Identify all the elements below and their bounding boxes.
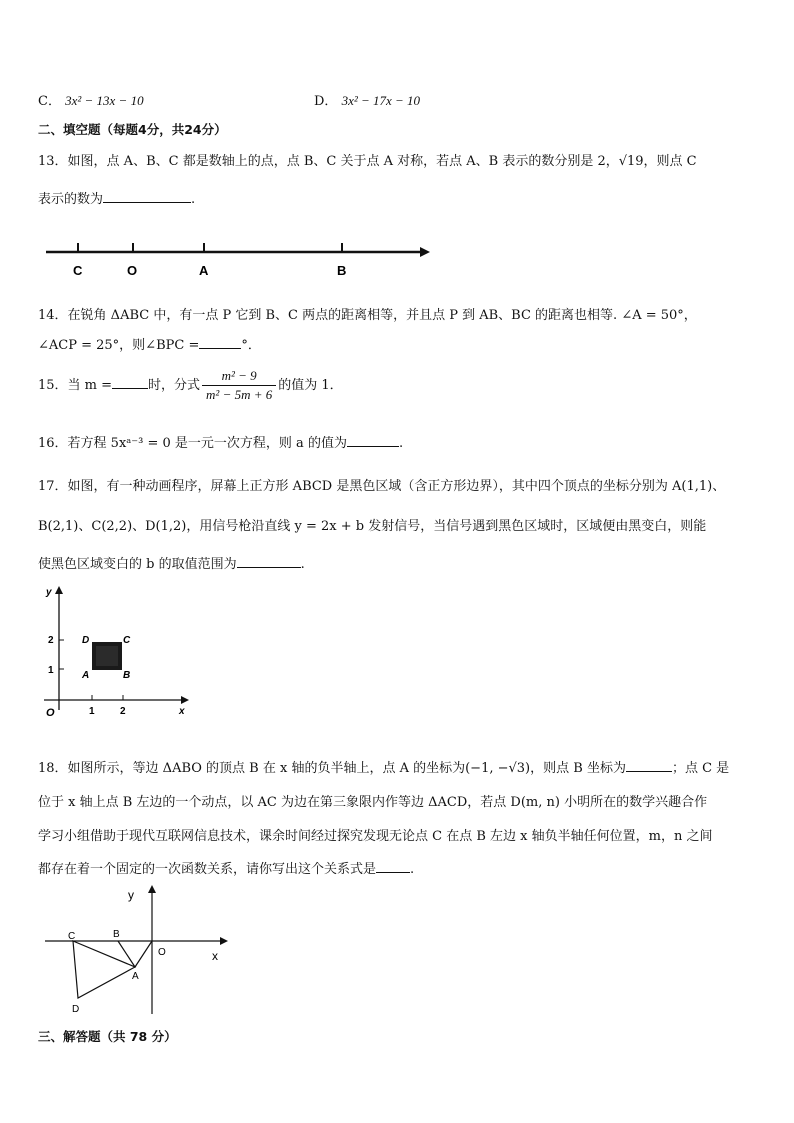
q18-line-4: 都存在着一个固定的一次函数关系，请你写出这个关系式是 . [38,862,415,877]
vertex-c-label: C [123,635,131,646]
q13-line-2: 表示的数为 . [38,192,196,207]
q17-answer-blank [237,555,301,568]
x-axis-arrow [181,696,189,704]
origin-label: O [158,947,166,958]
q16-answer-blank [347,434,399,447]
q13-line-1: 13．如图，点 A、B、C 都是数轴上的点，点 B、C 关于点 A 对称，若点 A、B 表示的数分别是 2，√19，则点 C [38,154,697,169]
section-3-title: 三、解答题（共 78 分） [38,1029,177,1044]
q17-line-3: 使黑色区域变白的 b 的取值范围为 . [38,557,305,572]
option-d [314,90,420,109]
q18-text-1a: 18．如图所示，等边 ΔABO 的顶点 B 在 x 轴的负半轴上，点 A 的坐标为(−1, −√3)，则点 B 坐标为 [38,761,626,776]
y-axis-arrow [55,586,63,594]
q15-fraction [202,368,276,403]
x-axis-label: x [212,949,218,963]
q17-line-2: B(2,1)、C(2,2)、D(1,2)，用信号枪沿直线 y = 2x + b 发射信号，当信号遇到黑色区域时，区域便由黑变白，则能 [38,519,707,534]
q14-line-1: 14．在锐角 ΔABC 中，有一点 P 它到 B、C 两点的距离相等，并且点 P 到 AB、BC 的距离也相等. ∠A = 50°， [38,308,697,323]
point-c-label: C [68,931,76,942]
q14-prompt: ∠ACP = 25°，则∠BPC = [38,338,200,353]
q18-line-2: 位于 x 轴上点 B 左边的一个动点，以 AC 为边在第三象限内作等边 ΔACD，若点 D(m, n) 小明所在的数学兴趣合作 [38,795,708,810]
q15-numerator: m² − 9 [202,368,276,386]
q13-prompt: 表示的数为 [38,192,104,207]
q18-line-3: 学习小组借助于现代互联网信息技术，课余时间经过探究发现无论点 C 在点 B 左边 x 轴负半轴任何位置，m，n 之间 [38,829,713,844]
q14-line-2 [38,334,261,353]
label-o: O [127,263,138,278]
x-axis-label: x [179,706,185,717]
option-d-label: D． [314,94,338,109]
q16-text: 16．若方程 5xᵃ⁻³ = 0 是一元一次方程，则 a 的值为 [38,436,347,451]
x-axis-arrow [220,937,228,945]
x-tick-2: 2 [120,706,126,717]
q15-suffix: 的值为 1． [278,378,343,393]
x-tick-1: 1 [89,706,95,717]
y-tick-1: 1 [48,665,54,676]
q17-line-1: 17．如图，有一种动画程序，屏幕上正方形 ABCD 是黑色区域（含正方形边界），其中四个顶点的坐标分别为 A(1,1)、 [38,479,726,494]
q15-denominator: m² − 5m + 6 [206,387,273,402]
y-tick-2: 2 [48,635,54,646]
q18-answer-blank-1 [626,759,672,772]
q15-middle: 时，分式 [148,378,201,393]
y-axis-label: y [128,888,134,902]
q18-triangle-figure [40,882,240,1022]
q14-answer-blank [199,336,241,349]
option-d-expression: 3x² − 17x − 10 [341,93,421,108]
q15 [38,368,343,403]
label-b: B [337,263,347,278]
q18-prompt: 都存在着一个固定的一次函数关系，请你写出这个关系式是 [38,862,377,877]
q18-line-1 [38,757,729,776]
black-square-inner [96,646,118,666]
q15-prefix: 15．当 m = [38,378,113,393]
q14-suffix: °． [241,338,261,353]
option-c-expression: 3x² − 13x − 10 [65,93,144,108]
point-b-label: B [113,929,120,940]
q15-answer-blank [112,376,148,389]
origin-label: O [46,707,55,719]
vertex-d-label: D [82,635,90,646]
vertex-b-label: B [123,670,131,681]
point-d-label: D [72,1004,80,1015]
triangle-abo [118,941,152,967]
label-a: A [199,263,209,278]
q17-prompt: 使黑色区域变白的 b 的取值范围为 [38,557,237,572]
option-c [38,90,144,109]
label-c: C [73,263,83,278]
q13-answer-blank [103,190,191,203]
triangle-acd [73,941,135,998]
vertex-a-label: A [82,670,90,681]
y-axis-label: y [46,587,52,598]
q17-coordinate-figure [34,582,194,722]
section-2-title: 二、填空题（每题4分，共24分） [38,122,227,137]
q13-number-line-figure [38,235,438,280]
q18-text-1b: ；点 C 是 [671,761,730,776]
number-line-arrow [420,247,430,257]
y-axis-arrow [148,885,156,893]
q16: 16．若方程 5xᵃ⁻³ = 0 是一元一次方程，则 a 的值为 . [38,436,404,451]
option-c-label: C． [38,94,61,109]
q18-answer-blank-2 [376,860,410,873]
point-a-label: A [132,971,139,982]
